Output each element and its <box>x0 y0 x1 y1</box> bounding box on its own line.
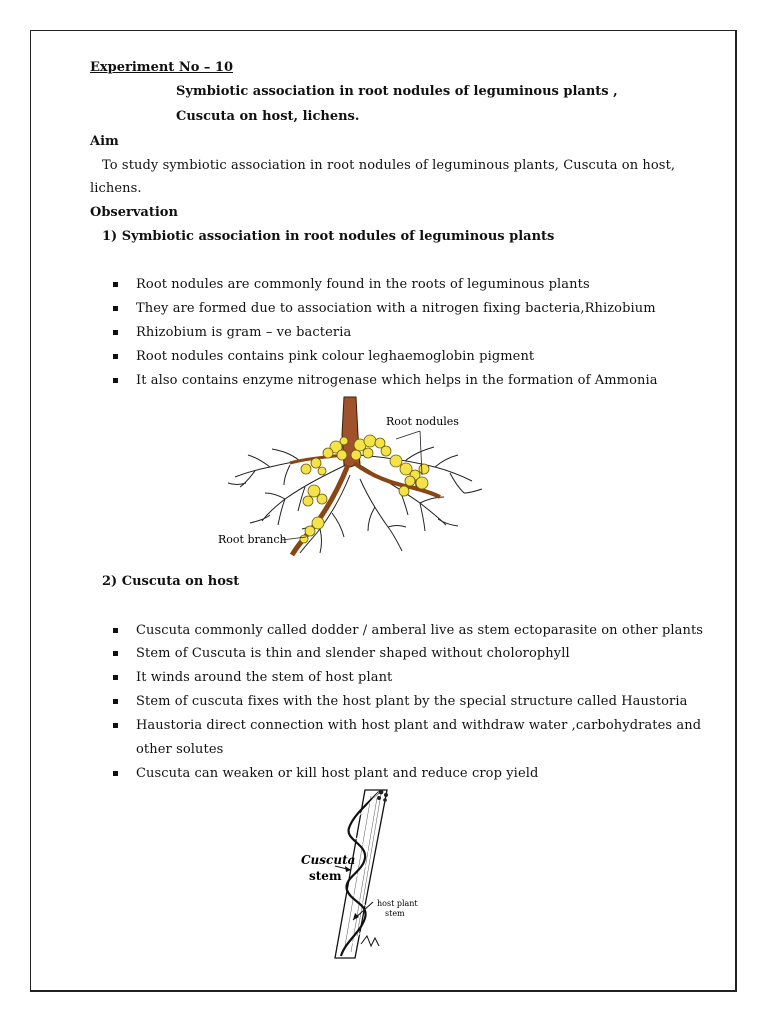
host-plant-label: host plant <box>377 899 418 908</box>
bullet-marker <box>113 282 118 287</box>
section-2-heading: 2) Cuscuta on host <box>102 574 240 589</box>
bullet-marker <box>113 771 118 776</box>
host-stem-label: stem <box>385 909 405 918</box>
cuscuta-host-figure <box>295 786 435 962</box>
list-item: Haustoria direct connection with host plant and withdraw water ,carbohydrates and <box>136 718 702 733</box>
list-item: Stem of cuscuta fixes with the host plant by the special structure called Haustoria <box>136 694 688 709</box>
root-nodules-figure <box>210 395 490 565</box>
aim-heading: Aim <box>90 134 119 149</box>
aim-text-line-2: lichens. <box>90 181 142 196</box>
bullet-marker <box>113 651 118 656</box>
bullet-marker <box>113 306 118 311</box>
cuscuta-label: Cuscuta <box>301 853 356 867</box>
bullet-marker <box>113 675 118 680</box>
bullet-marker <box>113 330 118 335</box>
bullet-marker <box>113 378 118 383</box>
label-leader-line <box>396 431 420 439</box>
list-item: They are formed due to association with a nitrogen fixing bacteria,Rhizobium <box>136 301 656 316</box>
title-line-1: Symbiotic association in root nodules of leguminous plants , <box>176 84 618 99</box>
list-item: Rhizobium is gram – ve bacteria <box>136 325 352 340</box>
section-1-heading: 1) Symbiotic association in root nodules of leguminous plants <box>102 229 555 244</box>
bullet-marker <box>113 699 118 704</box>
list-item: It also contains enzyme nitrogenase which helps in the formation of Ammonia <box>136 373 658 388</box>
experiment-number: Experiment No – 10 <box>90 60 234 75</box>
list-item: Stem of Cuscuta is thin and slender shaped without cholorophyll <box>136 646 570 661</box>
artist-signature <box>361 936 379 946</box>
list-item: It winds around the stem of host plant <box>136 670 393 685</box>
list-item: Cuscuta can weaken or kill host plant and reduce crop yield <box>136 766 539 781</box>
list-item: Root nodules are commonly found in the roots of leguminous plants <box>136 277 590 292</box>
observation-heading: Observation <box>90 205 178 220</box>
bullet-marker <box>113 723 118 728</box>
host-stem <box>335 790 387 958</box>
cuscuta-stem-label: stem <box>309 869 342 883</box>
root-branch-label: Root branch <box>218 533 287 546</box>
list-item: Root nodules contains pink colour leghaemoglobin pigment <box>136 349 535 364</box>
bullet-marker <box>113 354 118 359</box>
aim-text-line-1: To study symbiotic association in root nodules of leguminous plants, Cuscuta on host, <box>102 158 676 173</box>
list-item: Cuscuta commonly called dodder / amberal live as stem ectoparasite on other plants <box>136 623 704 638</box>
title-line-2: Cuscuta on host, lichens. <box>176 109 360 124</box>
root-nodules-label: Root nodules <box>386 415 459 428</box>
list-item-continuation: other solutes <box>136 742 224 757</box>
bullet-marker <box>113 628 118 633</box>
